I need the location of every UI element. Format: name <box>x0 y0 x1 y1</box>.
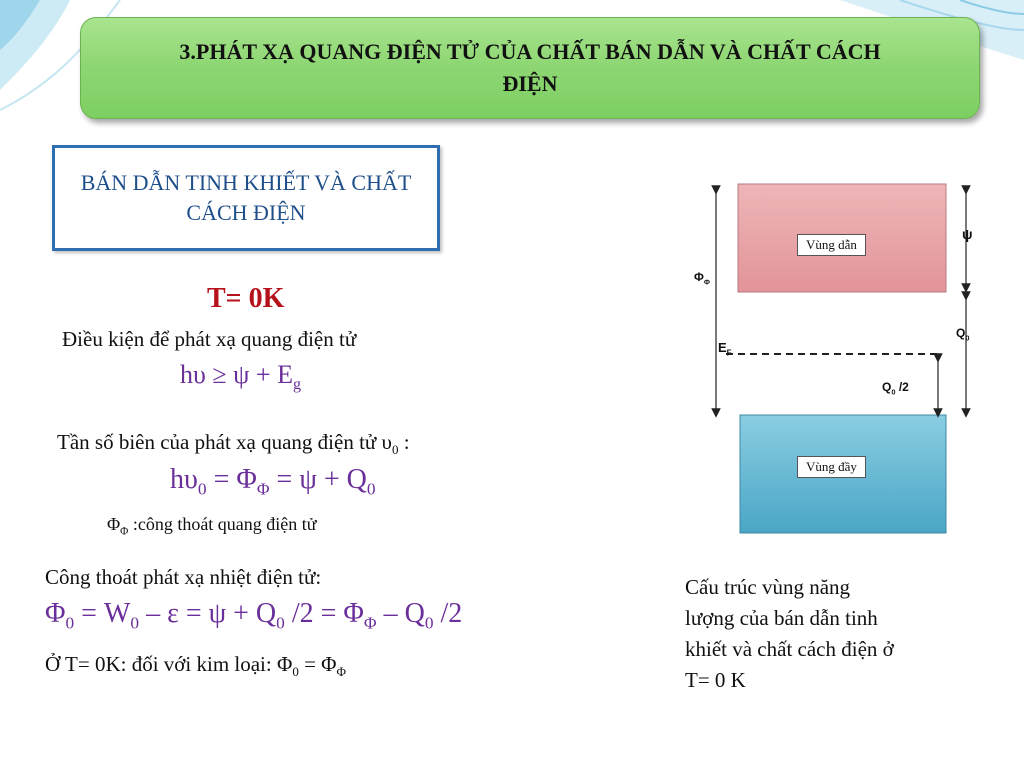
frequency-text-main: Tần số biên của phát xạ quang điện tử υ <box>57 430 392 454</box>
equation-3-p3: – ε = ψ + Q <box>139 598 277 629</box>
phi-definition-text: :công thoát quang điện tử <box>128 514 317 534</box>
energy-band-diagram <box>690 170 980 548</box>
equation-2-b: = Φ <box>206 464 257 495</box>
equation-3-p4-sub: Φ <box>363 613 377 633</box>
equation-2-c-sub: 0 <box>366 479 376 499</box>
phi-phi-sub: Φ <box>703 277 710 287</box>
frequency-text-post: : <box>398 430 410 454</box>
phi-phi-main: Φ <box>694 270 704 284</box>
diagram-caption <box>685 572 1005 696</box>
conduction-band-label: Vùng dẫn <box>797 234 866 256</box>
q0-half-main: Q <box>882 380 892 394</box>
caption-line-4: T= 0 K <box>685 668 746 692</box>
phi-definition-sub: Φ <box>120 525 129 538</box>
subtitle-box <box>52 145 440 251</box>
frequency-text <box>57 430 410 458</box>
equation-3-p1-sub: 0 <box>65 613 75 633</box>
equation-3-p1: Φ <box>45 598 66 629</box>
fermi-sub: F <box>726 348 732 358</box>
phi-phi-symbol <box>694 270 710 286</box>
frequency-text-sub: 0 <box>391 442 399 458</box>
equation-1 <box>180 360 301 394</box>
equation-3-p5-sub: 0 <box>424 613 434 633</box>
metal-text-mid: = Φ <box>298 652 337 676</box>
fermi-level-symbol <box>718 340 732 358</box>
equation-2-c: = ψ + Q <box>269 464 367 495</box>
caption-line-2: lượng của bán dẫn tinh <box>685 606 878 630</box>
equation-2-a-sub: 0 <box>197 479 207 499</box>
energy-band-svg <box>690 170 980 548</box>
metal-text-sub1: 0 <box>292 664 299 680</box>
q0-main: Q <box>956 326 966 340</box>
equation-3-p3-sub: 0 <box>276 613 285 633</box>
metal-text <box>45 652 346 680</box>
slide-title: 3.PHÁT XẠ QUANG ĐIỆN TỬ CỦA CHẤT BÁN DẪN VÀ CHẤT CÁCH ĐIỆN <box>179 39 881 96</box>
psi-symbol: ψ <box>962 226 973 242</box>
equation-1-sub: g <box>292 376 302 394</box>
equation-3-p4: /2 = Φ <box>284 598 364 629</box>
subtitle-text: BÁN DẪN TINH KHIẾT VÀ CHẤT CÁCH ĐIỆN <box>80 170 412 225</box>
phi-definition-sym: Φ <box>107 514 121 534</box>
temperature-label: T= 0K <box>207 283 285 314</box>
equation-2-b-sub: Φ <box>256 479 270 499</box>
equation-3-p2: = W <box>74 598 131 629</box>
q0-sub: 0 <box>965 333 970 343</box>
metal-text-sub2: Φ <box>336 664 347 680</box>
q0-half-post: /2 <box>895 380 909 394</box>
metal-text-pre: Ở T= 0K: đối với kim loại: Φ <box>45 652 293 676</box>
thermal-emission-text: Công thoát phát xạ nhiệt điện tử: <box>45 565 322 589</box>
equation-3-p5: – Q <box>376 598 425 629</box>
equation-2 <box>170 464 376 500</box>
q0-half-symbol <box>882 380 909 396</box>
slide-title-box <box>80 17 980 119</box>
equation-3-p2-sub: 0 <box>130 613 140 633</box>
equation-3 <box>45 598 462 634</box>
caption-line-1: Cấu trúc vùng năng <box>685 575 851 599</box>
caption-line-3: khiết và chất cách điện ở <box>685 637 894 661</box>
valence-band-label: Vùng đầy <box>797 456 866 478</box>
condition-text: Điều kiện để phát xạ quang điện tử <box>62 327 357 351</box>
phi-definition <box>107 514 317 538</box>
q0-half-sub: 0 <box>891 387 896 397</box>
equation-1-main: hυ ≥ ψ + E <box>180 360 293 389</box>
equation-3-p6: /2 <box>433 598 463 629</box>
equation-2-a: hυ <box>170 464 198 495</box>
q0-symbol <box>956 326 969 342</box>
fermi-main: E <box>718 340 727 355</box>
